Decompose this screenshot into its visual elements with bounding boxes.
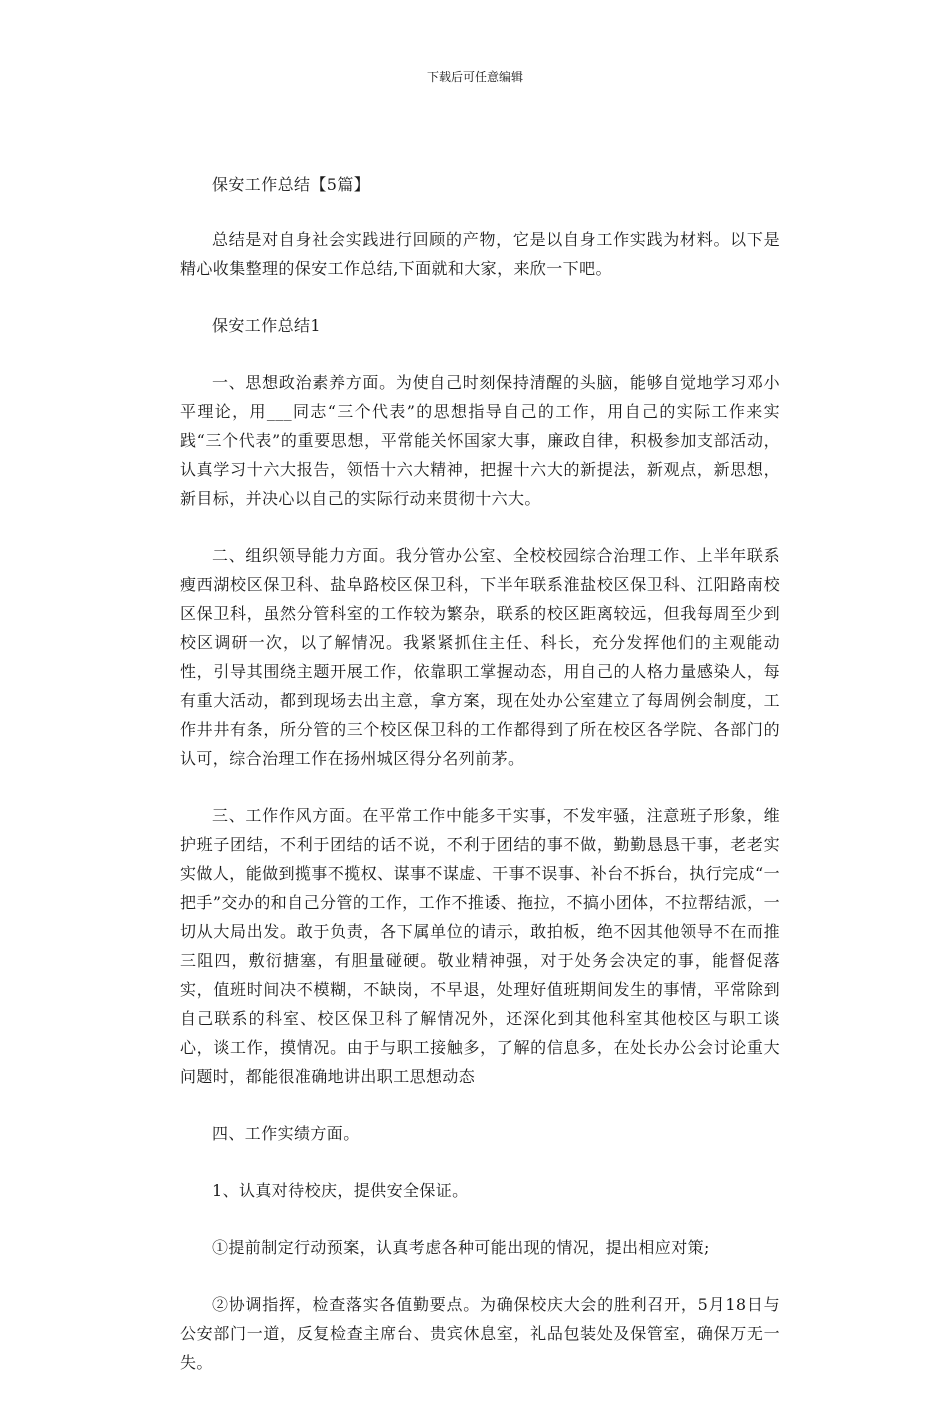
paragraph-achievements-heading: 四、工作实绩方面。 (212, 1124, 360, 1143)
paragraph-coordination: ②协调指挥，检查落实各值勤要点。为确保校庆大会的胜利召开，5月18日与公安部门一道，反复检查主席台、贵宾休息室，礼品包装处及保管室，确保万无一失。 (180, 1295, 780, 1372)
paragraph-leadership: 二、组织领导能力方面。我分管办公室、全校校园综合治理工作、上半年联系瘦西湖校区保卫科、盐阜路校区保卫科，下半年联系淮盐校区保卫科、江阳路南校区保卫科，虽然分管科室的工作较为繁杂，联系的校区距离较远，但我每周至少到校区调研一次，以了解情况。我紧紧抓住主任、科长，充分发挥他们的主观能动性，引导其围绕主题开展工作，依靠职工掌握动态，用自己的人格力量感染人，每有重大活动，都到现场去出主意，拿方案，现在处办公室建立了每周例会制度，工作井井有条，所分管的三个校区保卫科的工作都得到了所在校区各学院、各部门的认可，综合治理工作在扬州城区得分名列前茅。 (180, 546, 780, 768)
header-note: 下载后可任意编辑 (426, 70, 523, 84)
document-title: 保安工作总结【5篇】 (212, 175, 371, 194)
intro-paragraph: 总结是对自身社会实践进行回顾的产物，它是以自身工作实践为材料。以下是精心收集整理的保安工作总结,下面就和大家，来欣一下吧。 (180, 230, 780, 278)
section-heading: 保安工作总结1 (212, 316, 321, 335)
paragraph-anniversary: 1、认真对待校庆，提供安全保证。 (212, 1181, 469, 1200)
paragraph-work-style: 三、工作作风方面。在平常工作中能多干实事，不发牢骚，注意班子形象，维护班子团结，不利于团结的话不说，不利于团结的事不做，勤勤恳恳干事，老老实实做人，能做到揽事不揽权、谋事不谋虚、干事不误事、补台不拆台，执行完成“一把手”交办的和自己分管的工作，工作不推诿、拖拉，不搞小团体，不拉帮结派，一切从大局出发。敢于负责，各下属单位的请示，敢拍板，绝不因其他领导不在而推三阻四，敷衍搪塞，有胆量碰硬。敬业精神强，对于处务会决定的事，能督促落实，值班时间决不模糊，不缺岗，不早退，处理好值班期间发生的事情，平常除到自己联系的科室、校区保卫科了解情况外，还深化到其他科室其他校区与职工谈心，谈工作，摸情况。由于与职工接触多，了解的信息多，在处长办公会讨论重大问题时，都能很准确地讲出职工思想动态 (180, 806, 780, 1086)
paragraph-plan: ①提前制定行动预案，认真考虑各种可能出现的情况，提出相应对策; (212, 1238, 710, 1257)
document-body (180, 170, 780, 1405)
paragraph-political: 一、思想政治素养方面。为使自己时刻保持清醒的头脑，能够自觉地学习邓小平理论，用___同志“三个代表”的思想指导自己的工作，用自己的实际工作来实践“三个代表”的重要思想，平常能关怀国家大事，廉政自律，积极参加支部活动，认真学习十六大报告，领悟十六大精神，把握十六大的新提法，新观点，新思想，新目标，并决心以自己的实际行动来贯彻十六大。 (180, 373, 780, 508)
